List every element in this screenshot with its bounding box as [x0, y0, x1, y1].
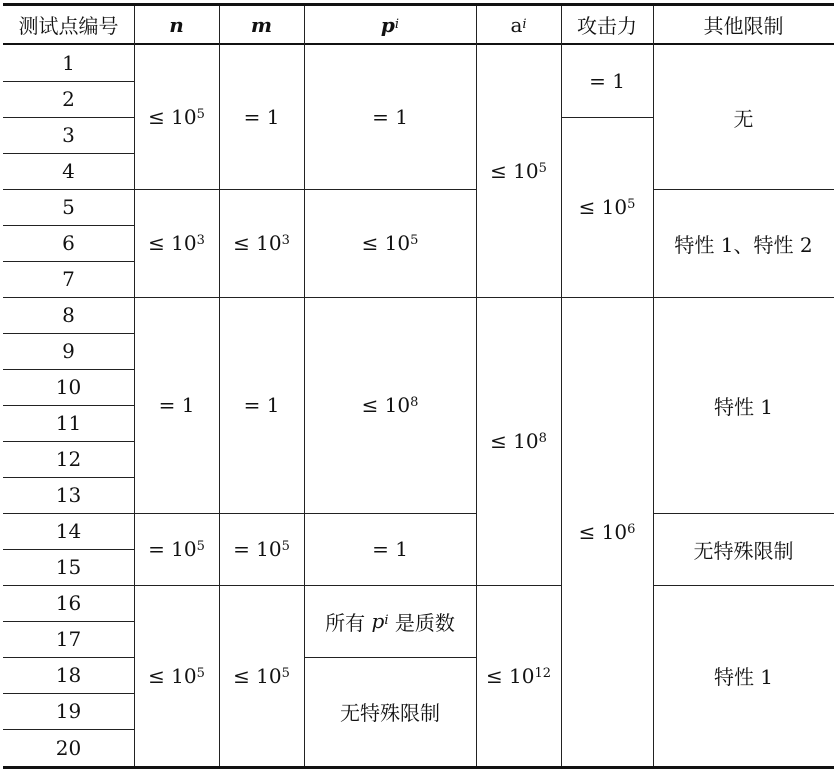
test-id-cell: 8	[62, 303, 75, 327]
test-id-cell: 19	[55, 699, 82, 723]
header-a-base: a	[510, 12, 523, 37]
p-cell: ≤ 10 $^5$	[361, 231, 419, 255]
test-id-cell: 1	[62, 51, 75, 75]
test-id-cell: 16	[55, 591, 82, 615]
other-cell: 特性 1	[713, 665, 774, 689]
m-cell: ≤ 10 $^3$	[233, 231, 290, 255]
m-cell: = 1	[243, 393, 280, 417]
n-cell: = 10 $^5$	[148, 537, 205, 561]
test-id-cell: 17	[55, 627, 82, 651]
p-cell-prime: 所有 p i 是质数	[325, 609, 455, 635]
other-cell: 无	[733, 106, 754, 131]
header-p-base: p	[380, 12, 395, 37]
bottom-rule	[3, 766, 834, 769]
other-cell: 特性 1、特性 2	[674, 232, 813, 257]
header-p: p i	[380, 12, 400, 37]
m-cell: ≤ 10 $^5$	[233, 663, 290, 688]
test-id-cell: 10	[55, 375, 82, 399]
p-cell: 无特殊限制	[340, 701, 440, 725]
header-test-id: 测试点编号	[18, 14, 119, 38]
test-id-cell: 15	[55, 555, 82, 579]
test-id-cell: 12	[55, 447, 82, 471]
n-cell: ≤ 10 $^5$	[148, 663, 205, 688]
test-id-cell: 5	[62, 195, 75, 219]
test-id-cell: 2	[62, 87, 75, 111]
n-cell: ≤ 10 $^3$	[148, 231, 205, 255]
attack-cell: = 1	[589, 69, 625, 93]
other-cell: 特性 1	[713, 394, 774, 419]
attack-cell: ≤ 10 $^5$	[578, 195, 636, 219]
test-id-cell: 14	[55, 519, 82, 543]
m-cell: = 1	[243, 105, 280, 129]
test-id-cell: 20	[55, 735, 82, 760]
n-cell: = 1	[158, 393, 195, 417]
n-cell: ≤ 10 $^5$	[148, 105, 205, 129]
p-cell: = 1	[372, 537, 408, 561]
header-attack: 攻击力	[577, 14, 637, 38]
a-cell: ≤ 10 $^{12}$	[485, 663, 552, 688]
test-id-cell: 4	[62, 159, 75, 183]
other-cell: 无特殊限制	[693, 538, 794, 563]
test-id-cell: 3	[62, 123, 75, 147]
test-id-cell: 11	[55, 411, 82, 435]
header-other: 其他限制	[703, 14, 784, 38]
test-id-cell: 18	[55, 663, 82, 687]
m-cell: = 10 $^5$	[233, 537, 290, 561]
attack-cell: ≤ 10 $^6$	[578, 519, 636, 544]
a-cell: ≤ 10 $^5$	[490, 159, 547, 183]
header-m: m	[250, 12, 273, 37]
test-id-cell: 9	[62, 339, 75, 363]
p-cell: ≤ 10 $^8$	[361, 393, 419, 417]
a-cell: ≤ 10 $^8$	[490, 429, 547, 453]
test-id-cell: 6	[62, 231, 75, 255]
test-id-cell: 7	[62, 267, 75, 291]
header-a: a i	[510, 12, 527, 37]
test-id-cell: 13	[55, 483, 82, 507]
header-n: n	[169, 12, 184, 37]
p-cell: = 1	[372, 105, 408, 129]
